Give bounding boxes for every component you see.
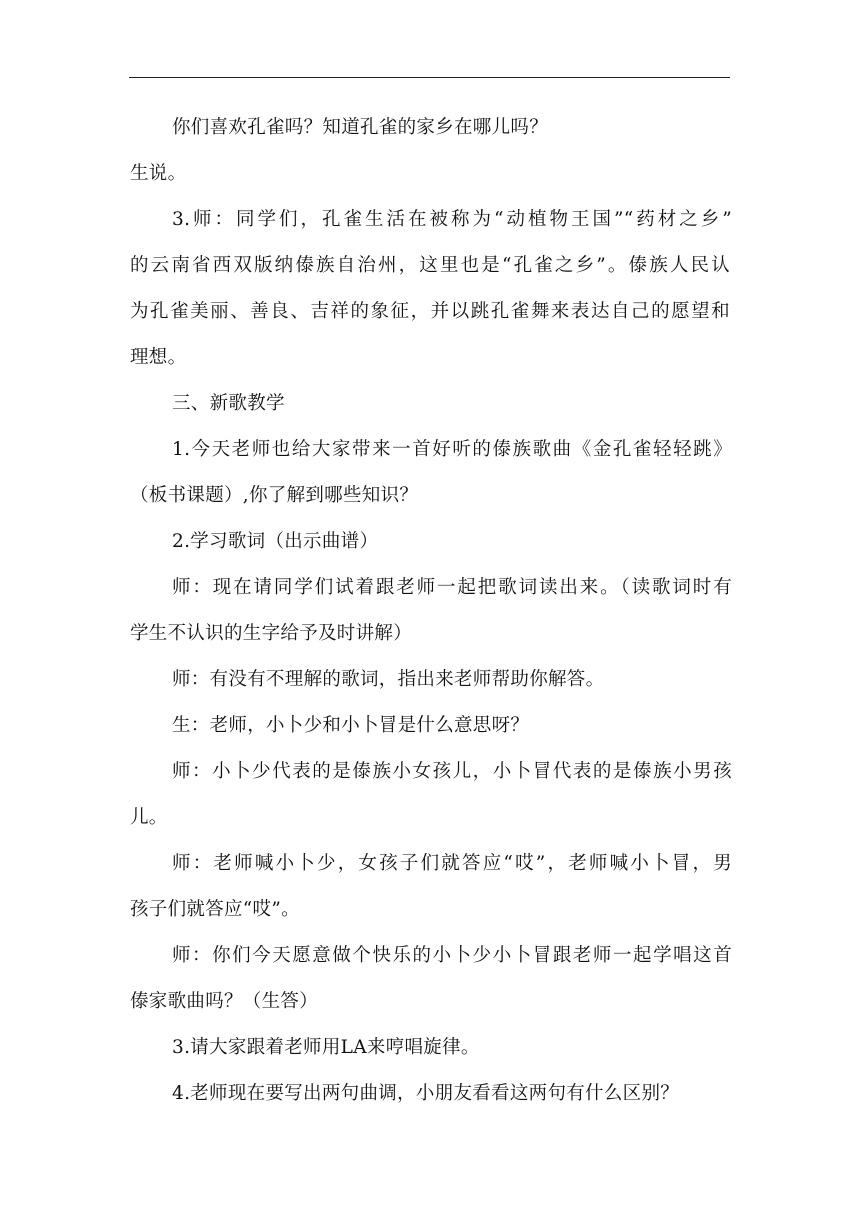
paragraph-line: 3.请大家跟着老师用LA来哼唱旋律。 [172,1037,480,1058]
section-heading: 三、新歌教学 [172,393,285,414]
paragraph-line: 学生不认识的生字给予及时讲解） [130,623,413,644]
paragraph-line: 为孔雀美丽、善良、吉祥的象征，并以跳孔雀舞来表达自己的愿望和 [130,301,730,322]
paragraph-line: 生：老师，小卜少和小卜冒是什么意思呀？ [172,715,530,736]
paragraph-line: 的云南省西双版纳傣族自治州，这里也是“孔雀之乡”。傣族人民认 [130,255,730,276]
paragraph-line: 师：小卜少代表的是傣族小女孩儿，小卜冒代表的是傣族小男孩 [172,761,732,782]
paragraph-line: 2.学习歌词（出示曲谱） [172,531,379,552]
paragraph-line: 师：有没有不理解的歌词，指出来老师帮助你解答。 [172,669,605,690]
paragraph-line: 生说。 [130,163,187,184]
paragraph-line: 儿。 [130,807,168,828]
paragraph-line: （板书课题）,你了解到哪些知识？ [130,485,419,506]
paragraph-line: 孩子们就答应“哎”。 [130,899,300,920]
paragraph-line: 4.老师现在要写出两句曲调，小朋友看看这两句有什么区别？ [172,1083,680,1104]
paragraph-line: 师：现在请同学们试着跟老师一起把歌词读出来。（读歌词时有 [172,577,732,598]
paragraph-line: 3.师：同学们，孔雀生活在被称为“动植物王国”“药材之乡” [172,209,732,230]
paragraph-line: 傣家歌曲吗？（生答） [130,991,319,1012]
paragraph-line: 1.今天老师也给大家带来一首好听的傣族歌曲《金孔雀轻轻跳》 [172,439,732,460]
paragraph-line: 师：你们今天愿意做个快乐的小卜少小卜冒跟老师一起学唱这首 [172,945,732,966]
paragraph-line: 理想。 [130,347,187,368]
header-rule [129,77,730,78]
paragraph-line: 师：老师喊小卜少，女孩子们就答应“哎”，老师喊小卜冒，男 [172,853,732,874]
paragraph-line: 你们喜欢孔雀吗？知道孔雀的家乡在哪儿吗？ [172,117,549,138]
